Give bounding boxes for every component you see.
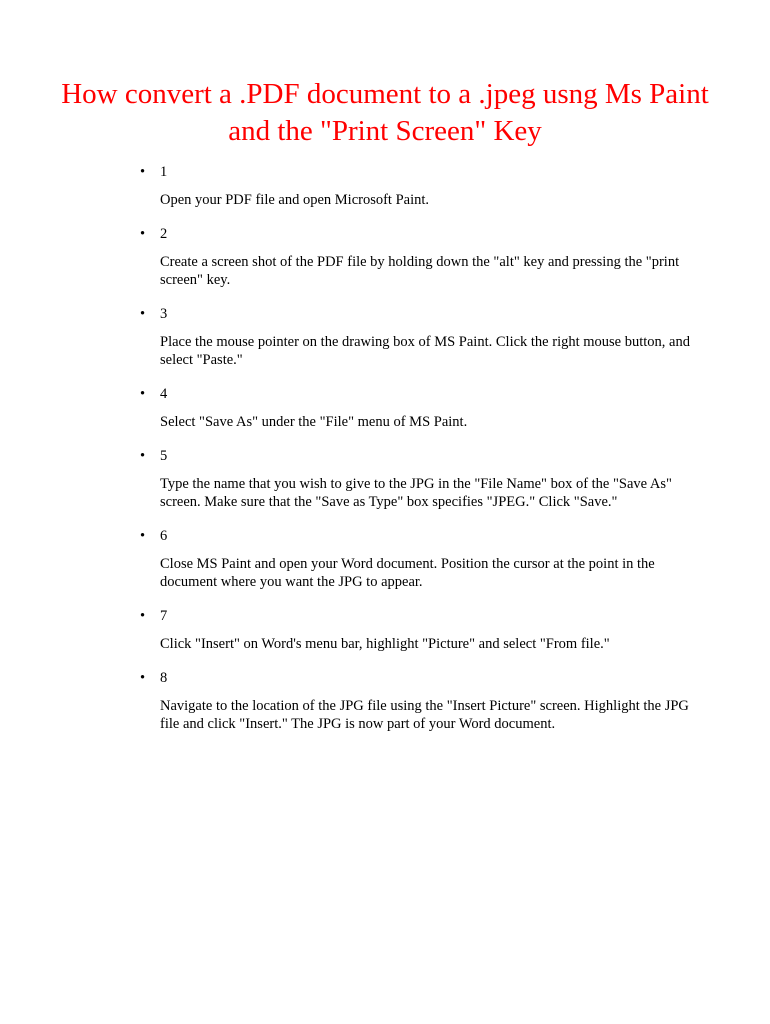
bullet-icon: • (140, 226, 146, 242)
list-item (140, 607, 710, 653)
list-item (140, 385, 710, 431)
step-text: Navigate to the location of the JPG file using the "Insert Picture" screen. Highlight the JPG file and click "Insert." The JPG is now part of your Word document. (160, 698, 689, 732)
steps-list (140, 163, 710, 749)
step-header (140, 385, 710, 404)
bullet-icon: • (140, 386, 146, 402)
step-number: 7 (160, 608, 168, 624)
bullet-icon: • (140, 448, 146, 464)
step-header (140, 163, 710, 182)
step-text: Place the mouse pointer on the drawing box of MS Paint. Click the right mouse button, and select "Paste." (160, 334, 690, 368)
bullet-icon: • (140, 528, 146, 544)
step-number: 5 (160, 448, 168, 464)
step-header (140, 669, 710, 688)
step-number: 6 (160, 528, 168, 544)
list-item (140, 305, 710, 369)
list-item (140, 669, 710, 733)
bullet-icon: • (140, 164, 146, 180)
step-text: Open your PDF file and open Microsoft Paint. (160, 192, 430, 208)
bullet-icon: • (140, 670, 146, 686)
step-number: 8 (160, 670, 168, 686)
step-number: 1 (160, 164, 168, 180)
bullet-icon: • (140, 306, 146, 322)
step-text: Select "Save As" under the "File" menu of MS Paint. (160, 414, 468, 430)
list-item (140, 163, 710, 209)
step-text: Type the name that you wish to give to the JPG in the "File Name" box of the "Save As" screen. Make sure that the "Save as Type" box specifies "JPEG." Click "Save." (160, 476, 672, 510)
step-number: 2 (160, 226, 168, 242)
list-item (140, 447, 710, 511)
step-header (140, 527, 710, 546)
step-text: Close MS Paint and open your Word document. Position the cursor at the point in the document where you want the JPG to appear. (160, 556, 655, 590)
step-text: Create a screen shot of the PDF file by holding down the "alt" key and pressing the "print screen" key. (160, 254, 680, 288)
step-header (140, 607, 710, 626)
step-header (140, 225, 710, 244)
step-header (140, 447, 710, 466)
step-number: 3 (160, 306, 168, 322)
step-text: Click "Insert" on Word's menu bar, highlight "Picture" and select "From file." (160, 636, 610, 652)
list-item (140, 527, 710, 591)
step-number: 4 (160, 386, 168, 402)
list-item (140, 225, 710, 289)
step-header (140, 305, 710, 324)
bullet-icon: • (140, 608, 146, 624)
page-title: How convert a .PDF document to a .jpeg usng Ms Paint and the "Print Screen" Key (61, 78, 709, 147)
